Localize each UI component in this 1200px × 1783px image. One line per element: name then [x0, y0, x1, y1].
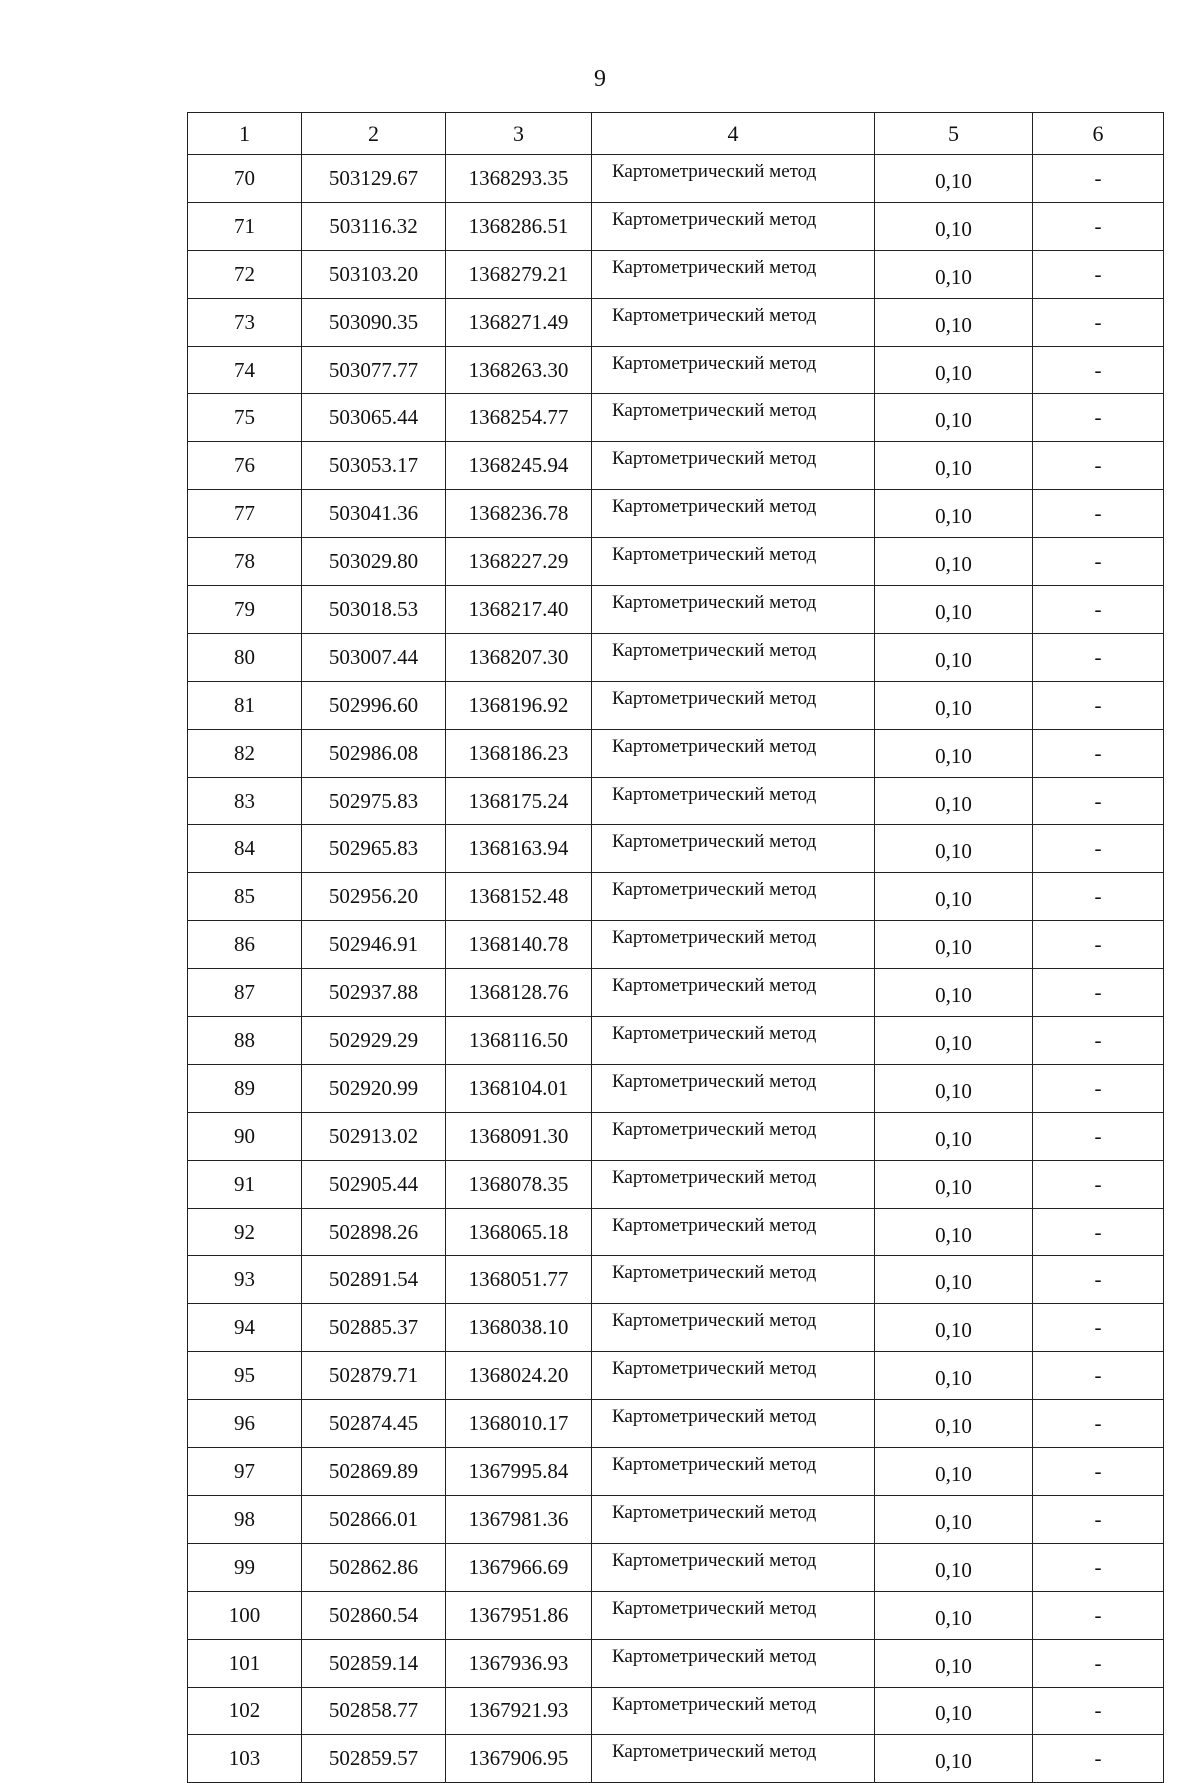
table-row: [188, 729, 1164, 777]
point-number-cell: 96: [188, 1400, 302, 1448]
table-row: [188, 633, 1164, 681]
accuracy-cell: 0,10: [875, 1017, 1033, 1065]
method-cell: Картометрический метод: [592, 1017, 875, 1065]
note-cell: -: [1033, 1017, 1164, 1065]
table-row: [188, 825, 1164, 873]
accuracy-cell: 0,10: [875, 538, 1033, 586]
x-coordinate-cell: 502913.02: [302, 1112, 446, 1160]
method-cell: Картометрический метод: [592, 538, 875, 586]
note-cell: -: [1033, 538, 1164, 586]
accuracy-cell: 0,10: [875, 729, 1033, 777]
method-cell: Картометрический метод: [592, 1256, 875, 1304]
accuracy-cell: 0,10: [875, 1639, 1033, 1687]
x-coordinate-cell: 502996.60: [302, 681, 446, 729]
x-coordinate-cell: 502920.99: [302, 1064, 446, 1112]
point-number-cell: 98: [188, 1495, 302, 1543]
y-coordinate-cell: 1367995.84: [446, 1448, 592, 1496]
note-cell: -: [1033, 250, 1164, 298]
point-number-cell: 75: [188, 394, 302, 442]
column-header: 5: [875, 113, 1033, 155]
method-cell: Картометрический метод: [592, 1735, 875, 1783]
table-row: [188, 298, 1164, 346]
note-cell: -: [1033, 1639, 1164, 1687]
point-number-cell: 76: [188, 442, 302, 490]
x-coordinate-cell: 503065.44: [302, 394, 446, 442]
x-coordinate-cell: 503077.77: [302, 346, 446, 394]
note-cell: -: [1033, 1256, 1164, 1304]
accuracy-cell: 0,10: [875, 155, 1033, 203]
y-coordinate-cell: 1368217.40: [446, 586, 592, 634]
method-cell: Картометрический метод: [592, 1639, 875, 1687]
accuracy-cell: 0,10: [875, 490, 1033, 538]
point-number-cell: 88: [188, 1017, 302, 1065]
point-number-cell: 92: [188, 1208, 302, 1256]
table-row: [188, 1639, 1164, 1687]
x-coordinate-cell: 502879.71: [302, 1352, 446, 1400]
table-row: [188, 490, 1164, 538]
x-coordinate-cell: 503116.32: [302, 202, 446, 250]
y-coordinate-cell: 1367906.95: [446, 1735, 592, 1783]
note-cell: -: [1033, 1400, 1164, 1448]
table-row: [188, 1448, 1164, 1496]
point-number-cell: 77: [188, 490, 302, 538]
note-cell: -: [1033, 394, 1164, 442]
accuracy-cell: 0,10: [875, 1304, 1033, 1352]
table-row: [188, 1495, 1164, 1543]
method-cell: Картометрический метод: [592, 633, 875, 681]
point-number-cell: 86: [188, 921, 302, 969]
point-number-cell: 95: [188, 1352, 302, 1400]
method-cell: Картометрический метод: [592, 1400, 875, 1448]
accuracy-cell: 0,10: [875, 873, 1033, 921]
accuracy-cell: 0,10: [875, 1591, 1033, 1639]
method-cell: Картометрический метод: [592, 1495, 875, 1543]
y-coordinate-cell: 1367966.69: [446, 1543, 592, 1591]
accuracy-cell: 0,10: [875, 1400, 1033, 1448]
accuracy-cell: 0,10: [875, 1160, 1033, 1208]
method-cell: Картометрический метод: [592, 202, 875, 250]
accuracy-cell: 0,10: [875, 250, 1033, 298]
y-coordinate-cell: 1368227.29: [446, 538, 592, 586]
y-coordinate-cell: 1367981.36: [446, 1495, 592, 1543]
method-cell: Картометрический метод: [592, 873, 875, 921]
method-cell: Картометрический метод: [592, 777, 875, 825]
table-row: [188, 1064, 1164, 1112]
table-row: [188, 586, 1164, 634]
x-coordinate-cell: 502862.86: [302, 1543, 446, 1591]
x-coordinate-cell: 503129.67: [302, 155, 446, 203]
accuracy-cell: 0,10: [875, 681, 1033, 729]
note-cell: -: [1033, 681, 1164, 729]
method-cell: Картометрический метод: [592, 298, 875, 346]
note-cell: -: [1033, 633, 1164, 681]
point-number-cell: 85: [188, 873, 302, 921]
x-coordinate-cell: 502946.91: [302, 921, 446, 969]
y-coordinate-cell: 1368163.94: [446, 825, 592, 873]
point-number-cell: 79: [188, 586, 302, 634]
note-cell: -: [1033, 825, 1164, 873]
x-coordinate-cell: 502937.88: [302, 969, 446, 1017]
note-cell: -: [1033, 1112, 1164, 1160]
note-cell: -: [1033, 777, 1164, 825]
x-coordinate-cell: 502956.20: [302, 873, 446, 921]
note-cell: -: [1033, 346, 1164, 394]
point-number-cell: 78: [188, 538, 302, 586]
method-cell: Картометрический метод: [592, 346, 875, 394]
accuracy-cell: 0,10: [875, 1543, 1033, 1591]
table-row: [188, 777, 1164, 825]
table-row: [188, 1543, 1164, 1591]
point-number-cell: 72: [188, 250, 302, 298]
table-row: [188, 1687, 1164, 1735]
point-number-cell: 73: [188, 298, 302, 346]
accuracy-cell: 0,10: [875, 442, 1033, 490]
method-cell: Картометрический метод: [592, 825, 875, 873]
accuracy-cell: 0,10: [875, 1256, 1033, 1304]
method-cell: Картометрический метод: [592, 1687, 875, 1735]
y-coordinate-cell: 1368271.49: [446, 298, 592, 346]
method-cell: Картометрический метод: [592, 586, 875, 634]
note-cell: -: [1033, 1591, 1164, 1639]
accuracy-cell: 0,10: [875, 586, 1033, 634]
note-cell: -: [1033, 1352, 1164, 1400]
table-row: [188, 873, 1164, 921]
method-cell: Картометрический метод: [592, 1208, 875, 1256]
point-number-cell: 93: [188, 1256, 302, 1304]
note-cell: -: [1033, 586, 1164, 634]
method-cell: Картометрический метод: [592, 1352, 875, 1400]
point-number-cell: 100: [188, 1591, 302, 1639]
y-coordinate-cell: 1368128.76: [446, 969, 592, 1017]
y-coordinate-cell: 1368254.77: [446, 394, 592, 442]
note-cell: -: [1033, 202, 1164, 250]
y-coordinate-cell: 1368065.18: [446, 1208, 592, 1256]
x-coordinate-cell: 502859.57: [302, 1735, 446, 1783]
point-number-cell: 70: [188, 155, 302, 203]
table-row: [188, 1591, 1164, 1639]
point-number-cell: 74: [188, 346, 302, 394]
method-cell: Картометрический метод: [592, 729, 875, 777]
x-coordinate-cell: 502898.26: [302, 1208, 446, 1256]
point-number-cell: 71: [188, 202, 302, 250]
y-coordinate-cell: 1368207.30: [446, 633, 592, 681]
note-cell: -: [1033, 490, 1164, 538]
table-row: [188, 1352, 1164, 1400]
y-coordinate-cell: 1368263.30: [446, 346, 592, 394]
note-cell: -: [1033, 921, 1164, 969]
note-cell: -: [1033, 298, 1164, 346]
table-row: [188, 202, 1164, 250]
x-coordinate-cell: 502860.54: [302, 1591, 446, 1639]
table-row: [188, 442, 1164, 490]
point-number-cell: 89: [188, 1064, 302, 1112]
coordinates-table: [187, 112, 1164, 1783]
point-number-cell: 80: [188, 633, 302, 681]
note-cell: -: [1033, 1304, 1164, 1352]
y-coordinate-cell: 1368024.20: [446, 1352, 592, 1400]
accuracy-cell: 0,10: [875, 1352, 1033, 1400]
y-coordinate-cell: 1368279.21: [446, 250, 592, 298]
x-coordinate-cell: 503029.80: [302, 538, 446, 586]
note-cell: -: [1033, 1735, 1164, 1783]
method-cell: Картометрический метод: [592, 921, 875, 969]
accuracy-cell: 0,10: [875, 1112, 1033, 1160]
y-coordinate-cell: 1367936.93: [446, 1639, 592, 1687]
y-coordinate-cell: 1368104.01: [446, 1064, 592, 1112]
accuracy-cell: 0,10: [875, 298, 1033, 346]
method-cell: Картометрический метод: [592, 681, 875, 729]
x-coordinate-cell: 502965.83: [302, 825, 446, 873]
accuracy-cell: 0,10: [875, 921, 1033, 969]
accuracy-cell: 0,10: [875, 777, 1033, 825]
note-cell: -: [1033, 1208, 1164, 1256]
column-header: 2: [302, 113, 446, 155]
accuracy-cell: 0,10: [875, 1208, 1033, 1256]
note-cell: -: [1033, 729, 1164, 777]
accuracy-cell: 0,10: [875, 825, 1033, 873]
point-number-cell: 103: [188, 1735, 302, 1783]
x-coordinate-cell: 502929.29: [302, 1017, 446, 1065]
column-header: 3: [446, 113, 592, 155]
method-cell: Картометрический метод: [592, 1448, 875, 1496]
y-coordinate-cell: 1368196.92: [446, 681, 592, 729]
table-row: [188, 969, 1164, 1017]
point-number-cell: 101: [188, 1639, 302, 1687]
column-header: 6: [1033, 113, 1164, 155]
y-coordinate-cell: 1368010.17: [446, 1400, 592, 1448]
table-row: [188, 394, 1164, 442]
x-coordinate-cell: 502858.77: [302, 1687, 446, 1735]
accuracy-cell: 0,10: [875, 633, 1033, 681]
table-row: [188, 1112, 1164, 1160]
accuracy-cell: 0,10: [875, 202, 1033, 250]
page-number: 9: [594, 66, 606, 92]
column-header: 4: [592, 113, 875, 155]
table-body: [188, 155, 1164, 1783]
y-coordinate-cell: 1368286.51: [446, 202, 592, 250]
note-cell: -: [1033, 1448, 1164, 1496]
point-number-cell: 83: [188, 777, 302, 825]
note-cell: -: [1033, 1064, 1164, 1112]
method-cell: Картометрический метод: [592, 969, 875, 1017]
y-coordinate-cell: 1367921.93: [446, 1687, 592, 1735]
point-number-cell: 97: [188, 1448, 302, 1496]
point-number-cell: 87: [188, 969, 302, 1017]
x-coordinate-cell: 503053.17: [302, 442, 446, 490]
column-header: 1: [188, 113, 302, 155]
x-coordinate-cell: 503090.35: [302, 298, 446, 346]
table-row: [188, 921, 1164, 969]
x-coordinate-cell: 502905.44: [302, 1160, 446, 1208]
y-coordinate-cell: 1368116.50: [446, 1017, 592, 1065]
y-coordinate-cell: 1368293.35: [446, 155, 592, 203]
method-cell: Картометрический метод: [592, 1064, 875, 1112]
point-number-cell: 94: [188, 1304, 302, 1352]
header-row: [188, 113, 1164, 155]
x-coordinate-cell: 503018.53: [302, 586, 446, 634]
table-row: [188, 346, 1164, 394]
x-coordinate-cell: 502986.08: [302, 729, 446, 777]
method-cell: Картометрический метод: [592, 1543, 875, 1591]
table-row: [188, 155, 1164, 203]
table-row: [188, 1160, 1164, 1208]
point-number-cell: 82: [188, 729, 302, 777]
note-cell: -: [1033, 442, 1164, 490]
x-coordinate-cell: 502885.37: [302, 1304, 446, 1352]
y-coordinate-cell: 1368051.77: [446, 1256, 592, 1304]
y-coordinate-cell: 1368175.24: [446, 777, 592, 825]
table-row: [188, 538, 1164, 586]
y-coordinate-cell: 1368186.23: [446, 729, 592, 777]
accuracy-cell: 0,10: [875, 1735, 1033, 1783]
x-coordinate-cell: 502869.89: [302, 1448, 446, 1496]
method-cell: Картометрический метод: [592, 490, 875, 538]
accuracy-cell: 0,10: [875, 1687, 1033, 1735]
point-number-cell: 102: [188, 1687, 302, 1735]
y-coordinate-cell: 1368152.48: [446, 873, 592, 921]
table-row: [188, 1017, 1164, 1065]
accuracy-cell: 0,10: [875, 1495, 1033, 1543]
method-cell: Картометрический метод: [592, 155, 875, 203]
table-row: [188, 1304, 1164, 1352]
note-cell: -: [1033, 1543, 1164, 1591]
method-cell: Картометрический метод: [592, 394, 875, 442]
x-coordinate-cell: 502975.83: [302, 777, 446, 825]
y-coordinate-cell: 1368091.30: [446, 1112, 592, 1160]
x-coordinate-cell: 503041.36: [302, 490, 446, 538]
x-coordinate-cell: 502874.45: [302, 1400, 446, 1448]
accuracy-cell: 0,10: [875, 969, 1033, 1017]
table-row: [188, 1735, 1164, 1783]
note-cell: -: [1033, 155, 1164, 203]
x-coordinate-cell: 502859.14: [302, 1639, 446, 1687]
method-cell: Картометрический метод: [592, 1304, 875, 1352]
method-cell: Картометрический метод: [592, 1112, 875, 1160]
y-coordinate-cell: 1367951.86: [446, 1591, 592, 1639]
table-row: [188, 681, 1164, 729]
table-row: [188, 1400, 1164, 1448]
x-coordinate-cell: 502891.54: [302, 1256, 446, 1304]
y-coordinate-cell: 1368038.10: [446, 1304, 592, 1352]
y-coordinate-cell: 1368140.78: [446, 921, 592, 969]
point-number-cell: 90: [188, 1112, 302, 1160]
point-number-cell: 99: [188, 1543, 302, 1591]
method-cell: Картометрический метод: [592, 1160, 875, 1208]
x-coordinate-cell: 502866.01: [302, 1495, 446, 1543]
x-coordinate-cell: 503103.20: [302, 250, 446, 298]
point-number-cell: 84: [188, 825, 302, 873]
method-cell: Картометрический метод: [592, 250, 875, 298]
point-number-cell: 91: [188, 1160, 302, 1208]
accuracy-cell: 0,10: [875, 1448, 1033, 1496]
accuracy-cell: 0,10: [875, 346, 1033, 394]
accuracy-cell: 0,10: [875, 1064, 1033, 1112]
note-cell: -: [1033, 1160, 1164, 1208]
table-row: [188, 1208, 1164, 1256]
note-cell: -: [1033, 873, 1164, 921]
accuracy-cell: 0,10: [875, 394, 1033, 442]
y-coordinate-cell: 1368236.78: [446, 490, 592, 538]
table-row: [188, 1256, 1164, 1304]
table-row: [188, 250, 1164, 298]
method-cell: Картометрический метод: [592, 442, 875, 490]
y-coordinate-cell: 1368245.94: [446, 442, 592, 490]
note-cell: -: [1033, 1495, 1164, 1543]
x-coordinate-cell: 503007.44: [302, 633, 446, 681]
note-cell: -: [1033, 1687, 1164, 1735]
point-number-cell: 81: [188, 681, 302, 729]
method-cell: Картометрический метод: [592, 1591, 875, 1639]
y-coordinate-cell: 1368078.35: [446, 1160, 592, 1208]
note-cell: -: [1033, 969, 1164, 1017]
